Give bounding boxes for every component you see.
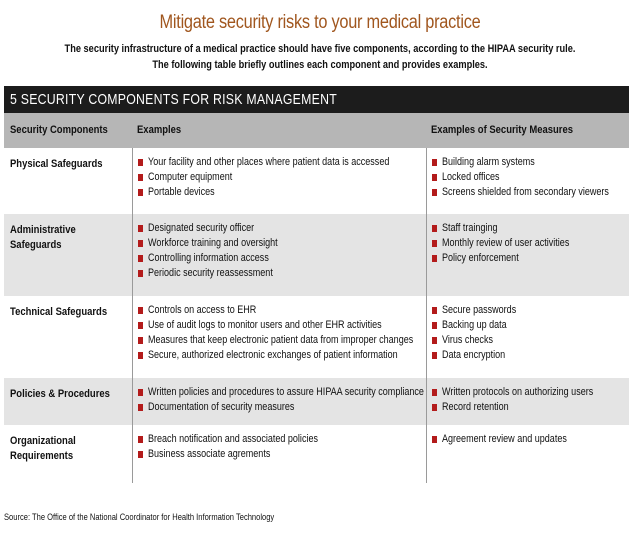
red-square-bullet-icon	[138, 225, 143, 232]
measures-list	[432, 303, 629, 363]
examples-list	[138, 385, 426, 415]
table-row-organizational-requirements	[4, 425, 629, 483]
red-square-bullet-icon	[138, 337, 143, 344]
component-label: Policies & Procedures	[10, 388, 110, 400]
source-note: Source: The Office of the National Coordinator for Health Information Technology	[4, 512, 275, 522]
list-item: Controls on access to EHR	[138, 303, 426, 318]
list-item: Periodic security reassessment	[138, 266, 426, 281]
red-square-bullet-icon	[432, 404, 437, 411]
list-item: Virus checks	[432, 333, 629, 348]
table-banner: 5 SECURITY COMPONENTS FOR RISK MANAGEMENT	[4, 86, 629, 113]
list-item: Business associate agrements	[138, 447, 426, 462]
list-item: Your facility and other places where patient data is accessed	[138, 155, 426, 170]
red-square-bullet-icon	[138, 404, 143, 411]
list-item: Monthly review of user activities	[432, 236, 629, 251]
red-square-bullet-icon	[432, 240, 437, 247]
list-item: Secure, authorized electronic exchanges of patient information	[138, 348, 426, 363]
red-square-bullet-icon	[138, 159, 143, 166]
list-item: Locked offices	[432, 170, 629, 185]
red-square-bullet-icon	[432, 225, 437, 232]
red-square-bullet-icon	[432, 322, 437, 329]
red-square-bullet-icon	[432, 436, 437, 443]
examples-list	[138, 155, 426, 200]
security-components-table	[4, 86, 629, 508]
header-security-measures: Examples of Security Measures	[431, 124, 573, 136]
intro-text	[51, 41, 589, 73]
table-header-row	[4, 113, 629, 148]
list-item: Controlling information access	[138, 251, 426, 266]
list-item: Record retention	[432, 400, 629, 415]
list-item: Backing up data	[432, 318, 629, 333]
examples-list	[138, 221, 426, 281]
table-row-policies-procedures	[4, 378, 629, 425]
red-square-bullet-icon	[432, 189, 437, 196]
intro-line-2: The following table briefly outlines each component and provides examples.	[152, 59, 488, 71]
red-square-bullet-icon	[138, 189, 143, 196]
list-item: Workforce training and oversight	[138, 236, 426, 251]
table-row-administrative-safeguards	[4, 214, 629, 296]
list-item: Portable devices	[138, 185, 426, 200]
red-square-bullet-icon	[432, 174, 437, 181]
red-square-bullet-icon	[138, 352, 143, 359]
list-item: Building alarm systems	[432, 155, 629, 170]
component-label: Technical Safeguards	[10, 306, 108, 318]
examples-list	[138, 303, 426, 363]
header-examples: Examples	[137, 124, 182, 136]
list-item: Documentation of security measures	[138, 400, 426, 415]
list-item: Designated security officer	[138, 221, 426, 236]
red-square-bullet-icon	[138, 389, 143, 396]
red-square-bullet-icon	[138, 307, 143, 314]
list-item: Written protocols on authorizing users	[432, 385, 629, 400]
list-item: Agreement review and updates	[432, 432, 629, 447]
list-item: Use of audit logs to monitor users and other EHR activities	[138, 318, 426, 333]
red-square-bullet-icon	[432, 255, 437, 262]
table-row-physical-safeguards	[4, 148, 629, 214]
component-label: Physical Safeguards	[10, 158, 103, 170]
list-item: Staff trainging	[432, 221, 629, 236]
list-item: Policy enforcement	[432, 251, 629, 266]
red-square-bullet-icon	[138, 174, 143, 181]
red-square-bullet-icon	[138, 436, 143, 443]
list-item: Computer equipment	[138, 170, 426, 185]
measures-list	[432, 385, 629, 415]
red-square-bullet-icon	[138, 240, 143, 247]
red-square-bullet-icon	[138, 322, 143, 329]
red-square-bullet-icon	[138, 255, 143, 262]
page-title: Mitigate security risks to your medical practice	[159, 12, 481, 33]
red-square-bullet-icon	[432, 159, 437, 166]
list-item: Secure passwords	[432, 303, 629, 318]
component-label: Administrative Safeguards	[10, 224, 76, 251]
component-label: Organizational Requirements	[10, 435, 76, 462]
red-square-bullet-icon	[432, 352, 437, 359]
list-item: Breach notification and associated policies	[138, 432, 426, 447]
red-square-bullet-icon	[432, 389, 437, 396]
red-square-bullet-icon	[432, 307, 437, 314]
red-square-bullet-icon	[138, 270, 143, 277]
list-item: Measures that keep electronic patient data from improper changes	[138, 333, 426, 348]
header-security-components: Security Components	[10, 124, 108, 136]
intro-line-1: The security infrastructure of a medical practice should have five components, according to the HIPAA security rule.	[64, 43, 576, 55]
measures-list	[432, 221, 629, 266]
red-square-bullet-icon	[138, 451, 143, 458]
red-square-bullet-icon	[432, 337, 437, 344]
list-item: Screens shielded from secondary viewers	[432, 185, 629, 200]
table-row-technical-safeguards	[4, 296, 629, 378]
measures-list	[432, 432, 629, 447]
list-item: Written policies and procedures to assure HIPAA security compliance	[138, 385, 426, 400]
measures-list	[432, 155, 629, 200]
list-item: Data encryption	[432, 348, 629, 363]
examples-list	[138, 432, 426, 462]
